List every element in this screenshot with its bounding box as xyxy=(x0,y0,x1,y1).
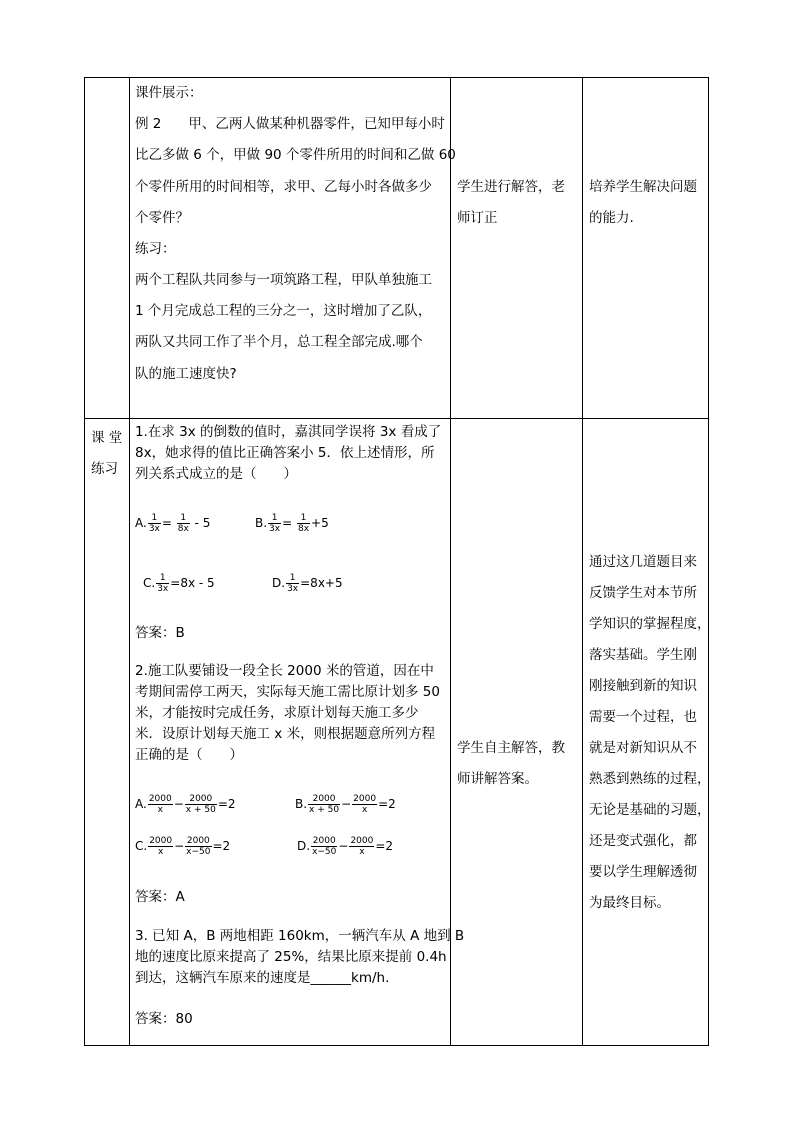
question1-line: 列关系式成立的是（ ） xyxy=(135,466,297,482)
student-activity-line: 师订正 xyxy=(457,210,498,226)
table-divider-col2 xyxy=(129,77,130,1046)
table-divider-col3 xyxy=(450,77,451,1046)
practice-heading: 练习： xyxy=(135,241,176,257)
practice-text-line: 1 个月完成总工程的三分之一，这时增加了乙队， xyxy=(135,303,432,319)
table-border-left xyxy=(84,77,85,1046)
design-intent-line: 刚接触到新的知识 xyxy=(589,678,697,694)
question1-option-b: B. $\frac{1}{3x}$ = $\frac{1}{8x}$ +5 xyxy=(255,513,329,534)
design-intent-line: 需要一个过程，也 xyxy=(589,709,697,725)
question3-line: 到达，这辆汽车原来的速度是______km/h. xyxy=(135,970,390,986)
question2-line: 2.施工队要铺设一段全长 2000 米的管道，因在中 xyxy=(135,663,434,679)
courseware-heading: 课件展示： xyxy=(135,85,203,101)
table-border-top xyxy=(84,77,709,78)
question2-option-c: C. $\frac{2000}{x}$ − $\frac{2000}{x-50}$ =2 xyxy=(135,836,231,857)
example-text-line: 例 2 甲、乙两人做某种机器零件，已知甲每小时 xyxy=(135,116,445,132)
design-intent-line: 学知识的掌握程度， xyxy=(589,616,711,632)
question2-option-b: B. $\frac{2000}{x + 50}$ − $\frac{2000}{x}$ =2 xyxy=(295,794,396,815)
question1-option-d: D. $\frac{1}{3x}$ =8x+5 xyxy=(272,573,343,594)
question2-option-d: D. $\frac{2000}{x-50}$ − $\frac{2000}{x}$ =2 xyxy=(297,836,394,857)
example-text-line: 个零件？ xyxy=(135,210,189,226)
design-intent-line: 要以学生理解透彻 xyxy=(589,864,697,880)
question2-line: 正确的是（ ） xyxy=(135,747,243,763)
table-border-right xyxy=(708,77,709,1046)
question3-answer: 答案：80 xyxy=(135,1011,193,1027)
design-intent-line: 培养学生解决问题 xyxy=(589,179,697,195)
design-intent-line: 的能力. xyxy=(589,210,634,226)
practice-text-line: 队的施工速度快? xyxy=(135,366,237,382)
design-intent-line: 就是对新知识从不 xyxy=(589,740,697,756)
table-divider-col4 xyxy=(582,77,583,1046)
student-activity-line: 学生自主解答，教 xyxy=(457,740,565,756)
design-intent-line: 还是变式强化，都 xyxy=(589,833,697,849)
design-intent-line: 落实基础。学生刚 xyxy=(589,647,697,663)
design-intent-line: 熟悉到熟练的过程， xyxy=(589,771,711,787)
question1-option-c: C. $\frac{1}{3x}$ =8x - 5 xyxy=(143,573,215,594)
design-intent-line: 反馈学生对本节所 xyxy=(589,585,697,601)
example-text-line: 比乙多做 6 个，甲做 90 个零件所用的时间和乙做 60 xyxy=(135,147,456,163)
question1-line: 8x，她求得的值比正确答案小 5．依上述情形，所 xyxy=(135,445,435,461)
question2-option-a: A. $\frac{2000}{x}$ − $\frac{2000}{x + 50}$ =2 xyxy=(135,794,236,815)
practice-text-line: 两个工程队共同参与一项筑路工程，甲队单独施工 xyxy=(135,272,432,288)
question1-option-a: A. $\frac{1}{3x}$ = $\frac{1}{8x}$ - 5 xyxy=(135,513,211,534)
student-activity-line: 师讲解答案。 xyxy=(457,771,538,787)
practice-text-line: 两队又共同工作了半个月，总工程全部完成.哪个 xyxy=(135,334,423,350)
question1-answer: 答案：B xyxy=(135,625,185,641)
example-text-line: 个零件所用的时间相等，求甲、乙每小时各做多少 xyxy=(135,179,432,195)
table-row-divider xyxy=(84,418,709,419)
question2-line: 米．设原计划每天施工 x 米，则根据题意所列方程 xyxy=(135,726,436,742)
table-border-bottom xyxy=(84,1045,709,1046)
question2-answer: 答案：A xyxy=(135,889,185,905)
design-intent-line: 为最终目标。 xyxy=(589,895,670,911)
design-intent-line: 无论是基础的习题， xyxy=(589,802,711,818)
student-activity-line: 学生进行解答，老 xyxy=(457,179,565,195)
question2-line: 米，才能按时完成任务，求原计划每天施工多少 xyxy=(135,705,419,721)
question3-line: 3. 已知 A，B 两地相距 160km，一辆汽车从 A 地到 B xyxy=(135,928,465,944)
section-label: 课 堂 xyxy=(91,430,123,446)
question3-line: 地的速度比原来提高了 25%，结果比原来提前 0.4h xyxy=(135,949,447,965)
question1-line: 1.在求 3x 的倒数的值时，嘉淇同学误将 3x 看成了 xyxy=(135,424,442,440)
design-intent-line: 通过这几道题目来 xyxy=(589,554,697,570)
section-label: 练习 xyxy=(91,461,118,477)
question2-line: 考期间需停工两天，实际每天施工需比原计划多 50 xyxy=(135,684,440,700)
